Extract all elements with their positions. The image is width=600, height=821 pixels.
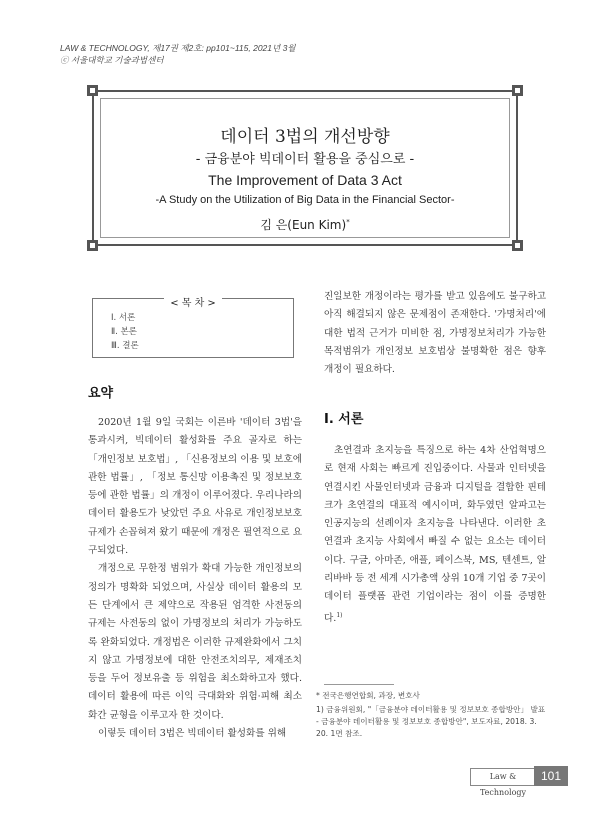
abstract-paragraph: 이렇듯 데이터 3법은 빅데이터 활성화를 위해 xyxy=(98,728,287,740)
abstract-paragraph-continued: 진일보한 개정이라는 평가를 받고 있음에도 불구하고 아직 해결되지 않은 문제점이 존재한다. '가명처리'에 대한 법적 근거가 미비한 점, 가명정보처리가 가능한 목적범위가 개인정보 보호법상 불명확한 점은 향후 개정이 필요하다. xyxy=(324,291,546,376)
author-name: 김 은(Eun Kim) xyxy=(260,218,347,232)
footnote-divider xyxy=(324,684,394,685)
journal-info: LAW & TECHNOLOGY, 제17권 제2호: pp101~115, 2021년 3월 xyxy=(60,43,296,53)
corner-ornament-icon xyxy=(512,85,523,96)
footnote-ref: 1) xyxy=(336,611,343,619)
publisher-info: ⓒ 서울대학교 기술과법센터 xyxy=(60,55,164,65)
intro-column xyxy=(324,442,546,628)
table-of-contents xyxy=(92,298,294,358)
toc-item: Ⅲ. 결론 xyxy=(111,341,139,351)
abstract-column-right xyxy=(324,288,546,379)
abstract-heading: 요약 xyxy=(88,386,114,401)
footnote-1: 1) 금융위원회, "「금융분야 데이터활용 및 정보보호 종합방안」 발표 - 금융분야 데이터활용 및 정보보호 종합방안", 보도자료, 2018. 3. 20. 1면 참조. xyxy=(316,705,546,738)
title-english: The Improvement of Data 3 Act xyxy=(208,172,402,188)
intro-heading: Ⅰ. 서론 xyxy=(324,412,364,427)
abstract-paragraph: 2020년 1월 9일 국회는 이른바 '데이터 3법'을 통과시켜, 빅데이터 활성화를 주요 골자로 하는 「개인정보 보호법」, 「신용정보의 이용 및 보호에 관한 법률」, 「정보 통신망 이용촉진 및 정보보호 등에 관한 법률」의 개정이 이루어졌다. 우리나라의 데이터 활용도가 낮았던 주요 사유로 개인정보보호 규제가 손꼽혀져 왔기 때문에 개정은 필연적으로 요구되었다. xyxy=(88,417,302,557)
abstract-paragraph: 개정으로 무한정 범위가 확대 가능한 개인정보의 정의가 명확화 되었으며, 사실상 데이터 활용의 모든 단계에서 큰 제약으로 작용된 엄격한 사전동의 규제는 사전동의 없이 가명정보의 처리가 가능하도록 완화되었다. 개정법은 이러한 규제완화에서 그치지 않고 가명정보에 대한 안전조치의무, 제재조치 등을 두어 정보유출 등 위험을 최소화하고자 했다. 데이터 활용에 따른 이익 극대화와 위험·피해 최소화간 균형을 이루고자 한 것이다. xyxy=(88,563,302,721)
title-korean: 데이터 3법의 개선방향 xyxy=(220,127,390,147)
subtitle-english: -A Study on the Utilization of Big Data in the Financial Sector- xyxy=(155,194,455,206)
toc-title: < 목 차 > xyxy=(93,291,293,310)
page-number: 101 xyxy=(534,766,568,786)
abstract-column-left xyxy=(88,414,302,743)
footnote-author: * 전국은행연합회, 과장, 변호사 xyxy=(316,691,420,700)
footer-journal-label: Law & Technology xyxy=(470,768,536,786)
toc-item: Ⅱ. 본론 xyxy=(111,327,138,337)
author xyxy=(94,216,516,233)
author-footnote-mark: * xyxy=(346,218,350,226)
subtitle-korean: - 금융분야 빅데이터 활용을 중심으로 - xyxy=(195,152,415,167)
corner-ornament-icon xyxy=(87,85,98,96)
corner-ornament-icon xyxy=(512,240,523,251)
corner-ornament-icon xyxy=(87,240,98,251)
running-header xyxy=(60,42,296,66)
title-box xyxy=(92,90,518,246)
toc-item: Ⅰ. 서론 xyxy=(111,313,136,323)
intro-paragraph: 초연결과 초지능을 특징으로 하는 4차 산업혁명으로 현재 사회는 빠르게 진입중이다. 사물과 인터넷을 연결시킨 사물인터넷과 금융과 디지털을 결합한 핀테크가 초연결의 대표적 예시이며, 화두였던 알파고는 인공지능의 선례이자 초지능을 나타낸다. 이러한 초연결과 초지능 사회에서 빠질 수 없는 요소는 데이터이다. 구글, 아마존, 애플, 페이스북, MS, 텐센트, 알리바바 등 전 세계 시가총액 상위 10개 기업 중 7곳이 데이터 플랫폼 관련 기업이라는 점이 이를 증명한다.$^{1)}$ xyxy=(324,445,546,624)
